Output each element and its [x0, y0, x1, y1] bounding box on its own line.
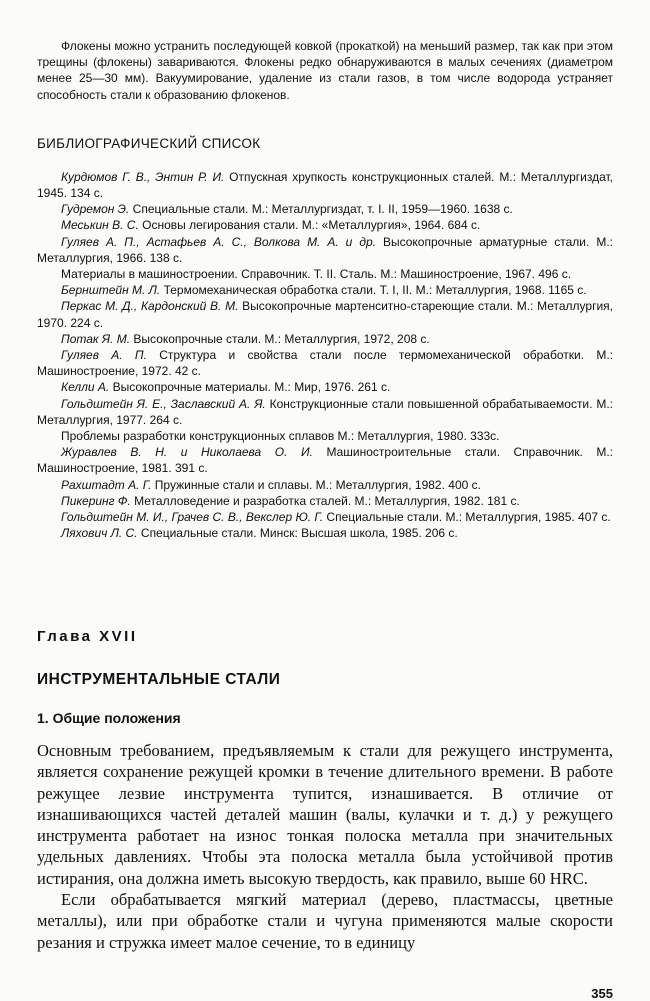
bibliography-entry-text: Пружинные стали и сплавы. М.: Металлургия, 1982. 400 с.: [151, 477, 481, 492]
page-number: 355: [591, 986, 613, 1001]
bibliography-entry-text: Машиностроительные стали. Справочник. М.: Машиностроение, 1981. 391 с.: [37, 445, 614, 476]
bibliography-entry-authors: Курдюмов Г. В., Энтин Р. И.: [61, 169, 225, 184]
bibliography-entry-text: Основы легирования стали. М.: «Металлургия», 1964. 684 с.: [138, 218, 481, 233]
bibliography-entry-authors: Бернштейн М. Л.: [61, 283, 161, 298]
body-paragraph: Если обрабатывается мягкий материал (дерево, пластмассы, цветные металлы), или при обработке стали и чугуна применяются малые скорости резания и стружка имеет малое сечение, то в единицу: [37, 890, 613, 952]
bibliography-entry-text: Высокопрочные стали. М.: Металлургия, 1972, 208 с.: [130, 331, 430, 346]
bibliography-entry-text: Высокопрочные арматурные стали. М.: Металлургия, 1966. 138 с.: [37, 234, 613, 265]
bibliography-entry: [37, 282, 613, 298]
bibliography-entry-authors: Потак Я. М.: [61, 331, 131, 346]
bibliography-entry: [37, 509, 613, 525]
bibliography-entry: [37, 428, 613, 444]
bibliography-entry-text: Конструкционные стали повышенной обрабатываемости. М.: Металлургия, 1977. 264 с.: [37, 396, 613, 427]
bibliography-entry-authors: Рахштадт А. Г.: [61, 477, 152, 492]
bibliography-entry-text: Специальные стали. Минск: Высшая школа, 1985. 206 с.: [137, 526, 458, 541]
bibliography-entry: [37, 477, 613, 493]
bibliography-entry-authors: Гольдштейн Я. Е., Заславский А. Я.: [61, 396, 266, 411]
bibliography-entry: [37, 347, 613, 379]
bibliography-entry-text: Термомеханическая обработка стали. Т. I, II. М.: Металлургия, 1968. 1165 с.: [160, 283, 587, 298]
chapter-title: ИНСТРУМЕНТАЛЬНЫЕ СТАЛИ: [37, 671, 281, 688]
bibliography-entry-authors: Пикеринг Ф.: [61, 493, 131, 508]
bibliography-entry-authors: Гуляев А. П., Астафьев А. С., Волкова М. А. и др.: [61, 234, 376, 249]
intro-paragraph-block: [37, 38, 613, 103]
bibliography-entry-authors: Гольдштейн М. И., Грачев С. В., Векслер Ю. Г.: [61, 510, 324, 525]
bibliography-entry: [37, 169, 613, 201]
bibliography-entry: [37, 525, 613, 541]
bibliography-entry-text: Высокопрочные материалы. М.: Мир, 1976. 261 с.: [109, 380, 391, 395]
bibliography-entry: [37, 298, 613, 330]
bibliography-entry-text: Металловедение и разработка сталей. М.: Металлургия, 1982. 181 с.: [130, 493, 520, 508]
bibliography-entry: [37, 379, 613, 395]
body-paragraph: Основным требованием, предъявляемым к стали для режущего инструмента, является сохранение режущей кромки в течение длительного времени. В работе режущее лезвие инструмента тупится, изнашивается. В отличие от изнашивающихся частей деталей машин (валы, кулачки и т. д.) у режущего инструмента работает на износ тонкая полоска металла при значительных удельных давлениях. Чтобы эта полоска металла была устойчивой против истирания, она должна иметь высокую твердость, как правило, выше 60 HRC.: [37, 741, 613, 888]
bibliography-entry-text: Специальные стали. М.: Металлургиздат, т. I. II, 1959—1960. 1638 с.: [129, 202, 513, 217]
bibliography-entry-authors: Келли А.: [61, 380, 110, 395]
intro-paragraph: Флокены можно устранить последующей ковкой (прокаткой) на меньший размер, так как при этом трещины (флокены) завариваются. Флокены редко обнаруживаются в малых сечениях (диаметром менее 25—30 мм). Вакуумирование, удаление из стали газов, в том числе водорода устраняет способность стали к образованию флокенов.: [37, 39, 613, 102]
bibliography-entry: [37, 201, 613, 217]
section-title: 1. Общие положения: [37, 710, 181, 726]
page-content: [37, 38, 614, 1001]
bibliography-entry: [37, 444, 613, 476]
bibliography-title: БИБЛИОГРАФИЧЕСКИЙ СПИСОК: [37, 135, 261, 151]
chapter-label: Глава XVII: [37, 628, 138, 645]
bibliography-entry-authors: Гуляев А. П.: [61, 348, 147, 363]
bibliography-entry: [37, 234, 613, 266]
bibliography-entry-text: Структура и свойства стали после термомеханической обработки. М.: Машиностроение, 1972. 42 с.: [37, 348, 613, 379]
bibliography-entry-text: Специальные стали. М.: Металлургия, 1985. 407 с.: [323, 510, 611, 525]
bibliography-entry-text: Материалы в машиностроении. Справочник. Т. II. Сталь. М.: Машиностроение, 1967. 496 с.: [61, 267, 572, 282]
bibliography-entry-authors: Ляхович Л. С.: [61, 526, 138, 541]
bibliography-entry: [37, 331, 613, 347]
bibliography-entry-authors: Гудремон Э.: [61, 202, 130, 217]
bibliography-entry-text: Высокопрочные мартенситно-стареющие стали. М.: Металлургия, 1970. 224 с.: [37, 299, 614, 330]
bibliography-entry: [37, 396, 613, 428]
bibliography-entry-text: Проблемы разработки конструкционных сплавов М.: Металлургия, 1980. 333с.: [61, 429, 500, 444]
bibliography-list: [37, 169, 613, 542]
bibliography-entry: [37, 493, 613, 509]
bibliography-entry-text: Отпускная хрупкость конструкционных сталей. М.: Металлургиздат, 1945. 134 с.: [37, 169, 613, 201]
section-body: [37, 740, 613, 953]
bibliography-entry: [37, 217, 613, 233]
bibliography-entry-authors: Журавлев В. Н. и Николаева О. И.: [61, 445, 313, 460]
bibliography-entry: [37, 266, 613, 282]
bibliography-entry-authors: Перкас М. Д., Кардонский В. М.: [61, 299, 239, 314]
bibliography-entry-authors: Меськин В. С.: [61, 218, 139, 233]
